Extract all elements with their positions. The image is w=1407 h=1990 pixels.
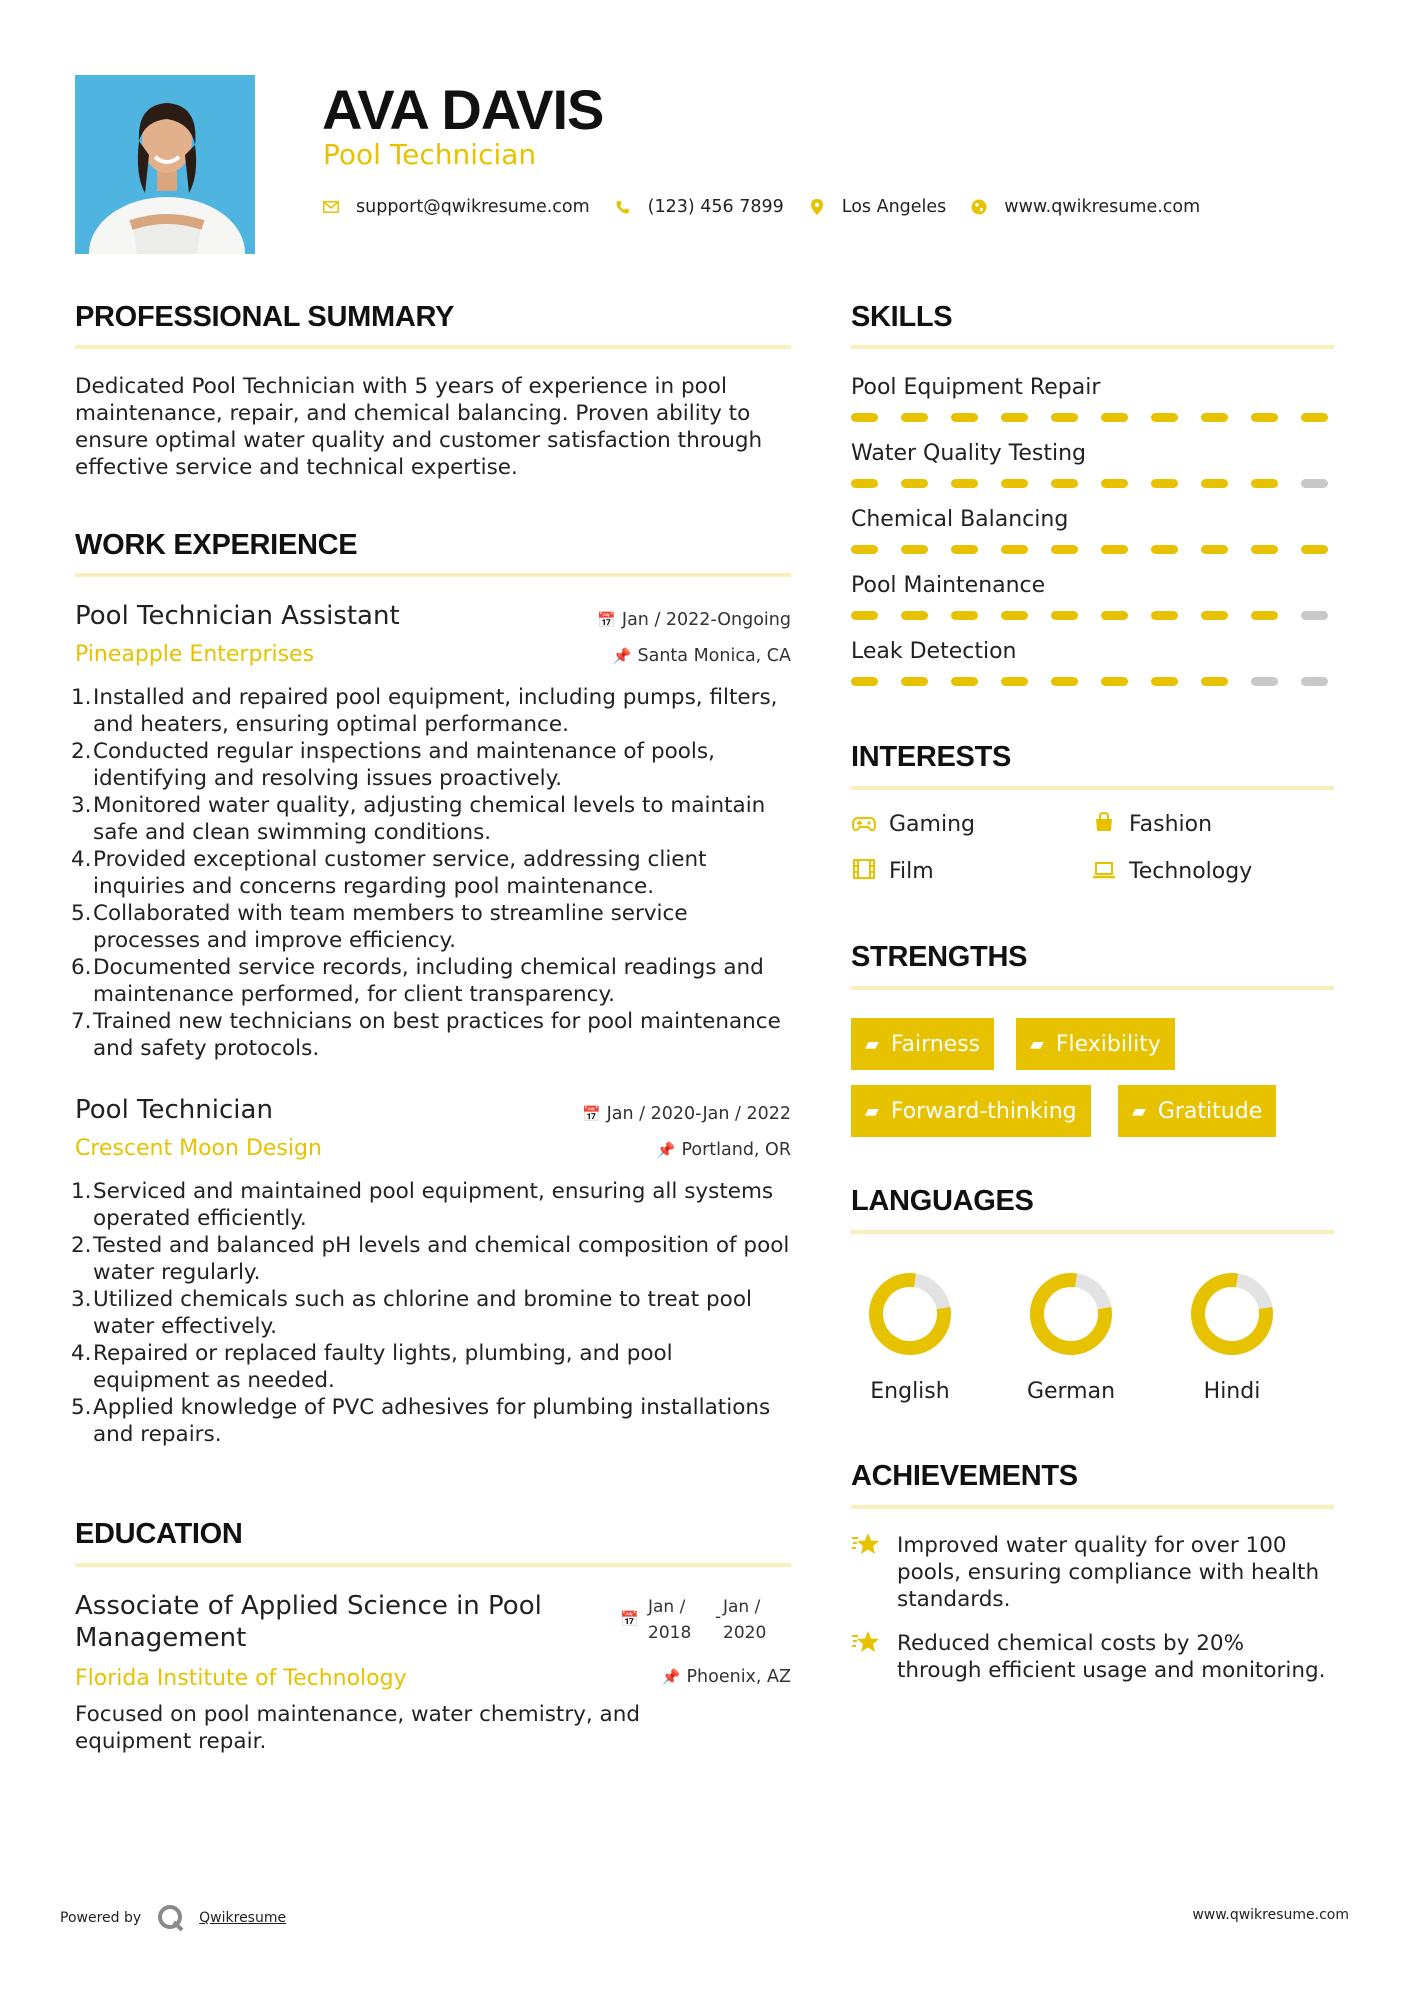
list-item: 1. Installed and repaired pool equipment, including pumps, filters, and heaters, ensuring optimal performance. — [71, 685, 778, 737]
book-icon: ▰ — [865, 1100, 879, 1122]
skill-level-segment-filled — [1101, 479, 1128, 488]
skill-level-segment-filled — [1151, 677, 1178, 686]
list-item: 5. Collaborated with team members to streamline service processes and improve efficiency. — [71, 901, 688, 953]
list-item: 3. Utilized chemicals such as chlorine and bromine to treat pool water effectively. — [71, 1287, 752, 1339]
skill-level-bar — [851, 545, 1334, 554]
skill-level-segment-filled — [851, 611, 878, 620]
job-responsibilities — [71, 1178, 791, 1448]
edu-end-month: Jan / — [723, 1597, 761, 1617]
skill-level-segment-filled — [1001, 413, 1028, 422]
interest-label: Technology — [1129, 859, 1253, 884]
skill-level-segment-filled — [1151, 479, 1178, 488]
skill-level-segment-filled — [851, 545, 878, 554]
calendar-icon: 📅 — [597, 611, 616, 629]
pushpin-icon: 📌 — [656, 1141, 676, 1159]
edu-date-separator: - — [715, 1607, 722, 1627]
calendar-icon: 📅 — [620, 1610, 639, 1628]
skill-level-segment-filled — [1051, 677, 1078, 686]
list-item: 3. Monitored water quality, adjusting chemical levels to maintain safe and clean swimming conditions. — [71, 793, 766, 845]
interest-item — [1091, 811, 1212, 839]
list-item: 4. Provided exceptional customer service, addressing client inquiries and concerns regarding pool maintenance. — [71, 847, 707, 899]
summary-divider — [75, 345, 791, 349]
degree-line-1: Associate of Applied Science in Pool — [75, 1591, 542, 1621]
skill-item — [851, 572, 1334, 638]
school-name: Florida Institute of Technology — [75, 1666, 407, 1691]
book-icon: ▰ — [1030, 1033, 1044, 1055]
star-icon — [851, 1630, 881, 1684]
skill-level-segment-filled — [901, 413, 928, 422]
skill-item — [851, 374, 1334, 440]
job-location — [657, 1139, 791, 1161]
contact-bar — [322, 194, 1224, 220]
qwikresume-link[interactable]: Qwikresume — [199, 1910, 287, 1926]
footer-powered-by — [60, 1904, 286, 1932]
skill-level-segment-filled — [1101, 413, 1128, 422]
languages-divider — [851, 1230, 1334, 1234]
qwikresume-logo-icon — [157, 1904, 185, 1932]
language-item — [1172, 1270, 1292, 1406]
strength-tag: ▰ Gratitude — [1118, 1085, 1276, 1137]
list-item: 5. Applied knowledge of PVC adhesives for plumbing installations and repairs. — [71, 1395, 771, 1447]
skill-level-segment-filled — [1201, 479, 1228, 488]
skill-level-segment-filled — [1151, 413, 1178, 422]
skill-level-segment-filled — [901, 611, 928, 620]
language-name: German — [1026, 1379, 1116, 1404]
skill-level-segment-filled — [951, 677, 978, 686]
skill-level-bar — [851, 413, 1334, 422]
education-title: EDUCATION — [75, 1518, 243, 1550]
experience-divider — [75, 573, 791, 577]
strength-tag: ▰ Fairness — [851, 1018, 994, 1070]
skill-level-segment-filled — [1201, 677, 1228, 686]
skill-level-segment-filled — [901, 545, 928, 554]
interest-item — [1091, 858, 1252, 886]
job-location-text: Santa Monica, CA — [637, 646, 791, 666]
strengths-title: STRENGTHS — [851, 941, 1028, 973]
strengths-divider — [851, 986, 1334, 990]
list-item: 1. Serviced and maintained pool equipment, ensuring all systems operated efficiently. — [71, 1179, 774, 1231]
summary-text: Dedicated Pool Technician with 5 years of experience in pool maintenance, repair, and chemical balancing. Proven ability to ensure optimal water quality and customer satisfaction through effective service and technical expertise. — [75, 374, 763, 480]
summary-title: PROFESSIONAL SUMMARY — [75, 301, 455, 333]
language-level-donut — [1011, 1270, 1131, 1358]
skill-name: Pool Equipment Repair — [851, 375, 1101, 400]
strength-tag: ▰ Flexibility — [1016, 1018, 1175, 1070]
skill-item — [851, 506, 1334, 572]
job-responsibilities — [71, 684, 791, 1062]
skill-level-segment-filled — [1201, 611, 1228, 620]
skill-level-segment-filled — [951, 413, 978, 422]
skill-level-segment-filled — [1051, 611, 1078, 620]
powered-by-label: Powered by — [60, 1910, 142, 1926]
interest-label: Gaming — [889, 812, 975, 837]
skill-level-segment-filled — [1151, 611, 1178, 620]
language-name: English — [870, 1379, 950, 1404]
language-item — [1011, 1270, 1131, 1406]
candidate-name: AVA DAVIS — [322, 78, 604, 141]
pushpin-icon: 📌 — [661, 1668, 681, 1686]
skill-level-segment-filled — [901, 677, 928, 686]
skill-item — [851, 440, 1334, 506]
skill-level-bar — [851, 677, 1334, 686]
skills-list — [851, 374, 1334, 704]
book-icon: ▰ — [1132, 1100, 1146, 1122]
skill-level-segment-filled — [1101, 677, 1128, 686]
job-dates — [582, 1103, 791, 1125]
skill-level-segment-filled — [851, 413, 878, 422]
skill-level-segment-filled — [1001, 479, 1028, 488]
degree-title — [75, 1590, 595, 1654]
profile-photo — [75, 75, 255, 254]
map-pin-icon — [808, 199, 826, 215]
education-location-text: Phoenix, AZ — [686, 1667, 791, 1687]
skill-level-segment-filled — [901, 479, 928, 488]
skill-level-segment-filled — [1051, 413, 1078, 422]
achievement-item — [851, 1630, 1331, 1684]
language-name: Hindi — [1203, 1379, 1261, 1404]
skill-level-segment-filled — [1001, 611, 1028, 620]
skill-name: Pool Maintenance — [851, 573, 1046, 598]
list-item: 2. Conducted regular inspections and maintenance of pools, identifying and resolving issues proactively. — [71, 739, 715, 791]
skill-level-segment-filled — [1251, 413, 1278, 422]
edu-end-year: 2020 — [723, 1623, 767, 1643]
interest-label: Fashion — [1129, 812, 1213, 837]
company-name: Crescent Moon Design — [75, 1136, 322, 1161]
job-location-text: Portland, OR — [681, 1140, 791, 1160]
skills-divider — [851, 345, 1334, 349]
skill-level-segment-filled — [851, 677, 878, 686]
edu-start-month: Jan / — [648, 1597, 686, 1617]
skill-level-segment-filled — [1051, 545, 1078, 554]
film-icon — [851, 858, 877, 886]
gamepad-icon — [851, 811, 877, 839]
skill-name: Leak Detection — [851, 639, 1017, 664]
skill-level-segment-empty — [1301, 479, 1328, 488]
email-link[interactable]: support@qwikresume.com — [356, 197, 590, 217]
language-item — [850, 1270, 970, 1406]
skill-level-segment-filled — [951, 611, 978, 620]
language-level-donut — [850, 1270, 970, 1358]
education-location — [662, 1666, 791, 1688]
laptop-icon — [1091, 858, 1117, 886]
job-location — [613, 645, 791, 667]
list-item: 6. Documented service records, including chemical readings and maintenance performed, for client transparency. — [71, 955, 764, 1007]
languages-title: LANGUAGES — [851, 1185, 1034, 1217]
location-text: Los Angeles — [841, 197, 947, 217]
phone-icon — [614, 200, 632, 215]
skill-level-segment-filled — [951, 479, 978, 488]
achievements-divider — [851, 1505, 1334, 1509]
skill-level-segment-filled — [1151, 545, 1178, 554]
skill-level-segment-empty — [1301, 611, 1328, 620]
edu-start-year: 2018 — [648, 1623, 692, 1643]
skill-level-segment-filled — [1101, 545, 1128, 554]
experience-title: WORK EXPERIENCE — [75, 529, 358, 561]
skill-level-segment-filled — [1101, 611, 1128, 620]
strength-tag: ▰ Forward-thinking — [851, 1085, 1091, 1137]
skill-level-segment-empty — [1251, 677, 1278, 686]
skill-level-segment-filled — [1251, 479, 1278, 488]
skill-level-segment-filled — [851, 479, 878, 488]
skill-level-segment-filled — [951, 545, 978, 554]
list-item: 2. Tested and balanced pH levels and chemical composition of pool water regularly. — [71, 1233, 790, 1285]
skill-level-segment-filled — [1301, 413, 1328, 422]
book-icon: ▰ — [865, 1033, 879, 1055]
list-item: 7. Trained new technicians on best practices for pool maintenance and safety protocols. — [71, 1009, 781, 1061]
languages-list — [850, 1270, 1330, 1410]
interest-item — [851, 858, 934, 886]
interest-item — [851, 811, 975, 839]
skill-level-segment-filled — [1201, 413, 1228, 422]
job-dates — [597, 609, 791, 631]
job-title: Pool Technician Assistant — [75, 601, 400, 631]
achievements-title: ACHIEVEMENTS — [851, 1460, 1078, 1492]
footer-url[interactable]: www.qwikresume.com — [1192, 1907, 1349, 1923]
profile-photo-illustration — [75, 75, 255, 254]
achievement-text: Improved water quality for over 100 pools, ensuring compliance with health standards. — [897, 1533, 1320, 1612]
job-title: Pool Technician — [75, 1095, 273, 1125]
skill-level-segment-filled — [1251, 545, 1278, 554]
skill-level-segment-filled — [1001, 677, 1028, 686]
job-dates-text: Jan / 2020-Jan / 2022 — [606, 1104, 791, 1124]
education-divider — [75, 1563, 791, 1567]
skill-level-segment-filled — [1001, 545, 1028, 554]
language-level-donut — [1172, 1270, 1292, 1358]
interest-label: Film — [889, 859, 934, 884]
skill-level-segment-filled — [1051, 479, 1078, 488]
degree-line-2: Management — [75, 1623, 247, 1653]
company-name: Pineapple Enterprises — [75, 642, 315, 667]
skill-level-bar — [851, 479, 1334, 488]
star-icon — [851, 1532, 881, 1613]
candidate-role: Pool Technician — [323, 138, 537, 171]
job-dates-text: Jan / 2022-Ongoing — [621, 610, 791, 630]
globe-icon — [970, 199, 988, 215]
pushpin-icon: 📌 — [612, 647, 632, 665]
calendar-icon: 📅 — [581, 1105, 601, 1123]
education-dates — [620, 1594, 795, 1644]
list-item: 4. Repaired or replaced faulty lights, plumbing, and pool equipment as needed. — [71, 1341, 673, 1393]
skill-item — [851, 638, 1334, 704]
phone-number[interactable]: (123) 456 7899 — [647, 197, 784, 217]
skill-level-segment-filled — [1251, 611, 1278, 620]
shopping-bag-icon — [1091, 811, 1117, 839]
skill-name: Chemical Balancing — [851, 507, 1069, 532]
achievement-text: Reduced chemical costs by 20% through efficient usage and monitoring. — [897, 1631, 1326, 1683]
skills-title: SKILLS — [851, 301, 953, 333]
skill-level-segment-filled — [1301, 545, 1328, 554]
education-description: Focused on pool maintenance, water chemistry, and equipment repair. — [75, 1702, 641, 1754]
skill-level-bar — [851, 611, 1334, 620]
interests-title: INTERESTS — [851, 741, 1012, 773]
email-icon — [322, 201, 340, 213]
interests-divider — [851, 786, 1334, 790]
skill-level-segment-empty — [1301, 677, 1328, 686]
website-link[interactable]: www.qwikresume.com — [1004, 197, 1201, 217]
skill-name: Water Quality Testing — [851, 441, 1086, 466]
skill-level-segment-filled — [1201, 545, 1228, 554]
achievement-item — [851, 1532, 1331, 1613]
